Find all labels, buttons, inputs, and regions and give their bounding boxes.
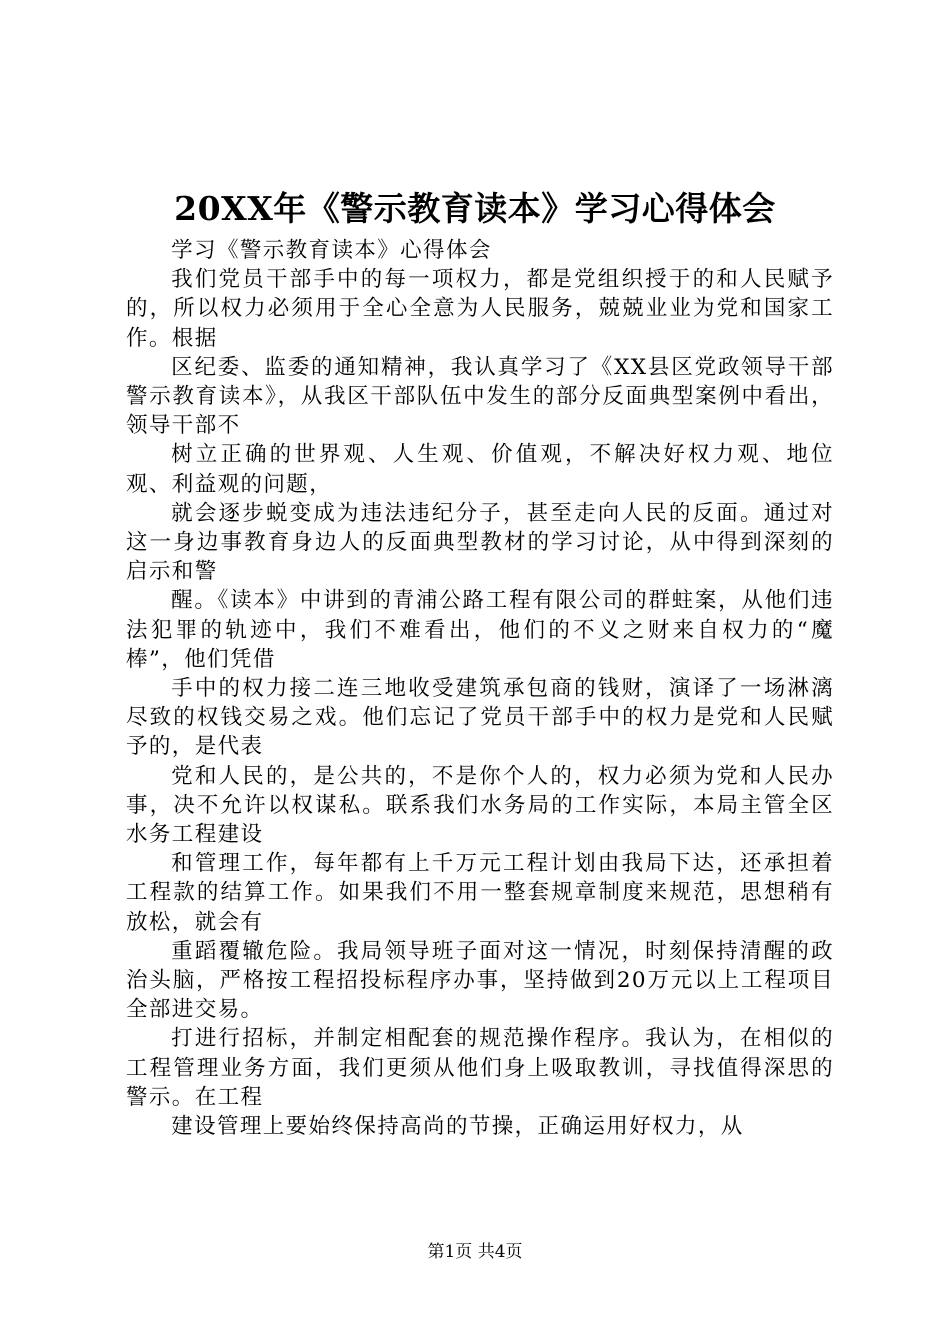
document-body — [126, 236, 834, 1141]
document-title: 20XX年《警示教育读本》学习心得体会 — [174, 189, 776, 228]
paragraph: 党和人民的，是公共的，不是你个人的，权力必须为党和人民办事，决不允许以权谋私。联系我们水务局的工作实际，本局主管全区水务工程建设 — [126, 763, 834, 848]
paragraph: 树立正确的世界观、人生观、价值观，不解决好权力观、地位观、利益观的问题， — [126, 442, 834, 497]
paragraph: 就会逐步蜕变成为违法违纪分子，甚至走向人民的反面。通过对这一身边事教育身边人的反面典型教材的学习讨论，从中得到深刻的启示和警 — [126, 500, 834, 585]
paragraph: 建设管理上要始终保持高尚的节操，正确运用好权力，从 — [171, 1114, 744, 1140]
paragraph: 重蹈覆辙危险。我局领导班子面对这一情况，时刻保持清醒的政治头脑，严格按工程招投标程序办事，坚持做到20万元以上工程项目全部进交易。 — [126, 938, 834, 1023]
paragraph: 醒。《读本》中讲到的青浦公路工程有限公司的群蛀案，从他们违法犯罪的轨迹中，我们不难看出，他们的不义之财来自权力的“魔棒”，他们凭借 — [126, 588, 834, 672]
paragraph: 打进行招标，并制定相配套的规范操作程序。我认为，在相似的工程管理业务方面，我们更须从他们身上吸取教训，寻找值得深思的警示。在工程 — [126, 1026, 834, 1110]
paragraph: 区纪委、监委的通知精神，我认真学习了《XX县区党政领导干部警示教育读本》，从我区干部队伍中发生的部分反面典型案例中看出，领导干部不 — [126, 354, 834, 439]
paragraph: 学习《警示教育读本》心得体会 — [171, 238, 492, 263]
paragraph: 手中的权力接二连三地收受建筑承包商的钱财，演译了一场淋漓尽致的权钱交易之戏。他们忘记了党员干部手中的权力是党和人民赋予的，是代表 — [126, 676, 834, 760]
paragraph: 和管理工作，每年都有上千万元工程计划由我局下达，还承担着工程款的结算工作。如果我们不用一整套规章制度来规范，思想稍有放松，就会有 — [126, 851, 834, 935]
paragraph: 我们党员干部手中的每一项权力，都是党组织授于的和人民赋予的，所以权力必须用于全心全意为人民服务，兢兢业业为党和国家工作。根据 — [126, 267, 834, 351]
page-number-footer: 第1页 共4页 — [427, 1242, 523, 1262]
